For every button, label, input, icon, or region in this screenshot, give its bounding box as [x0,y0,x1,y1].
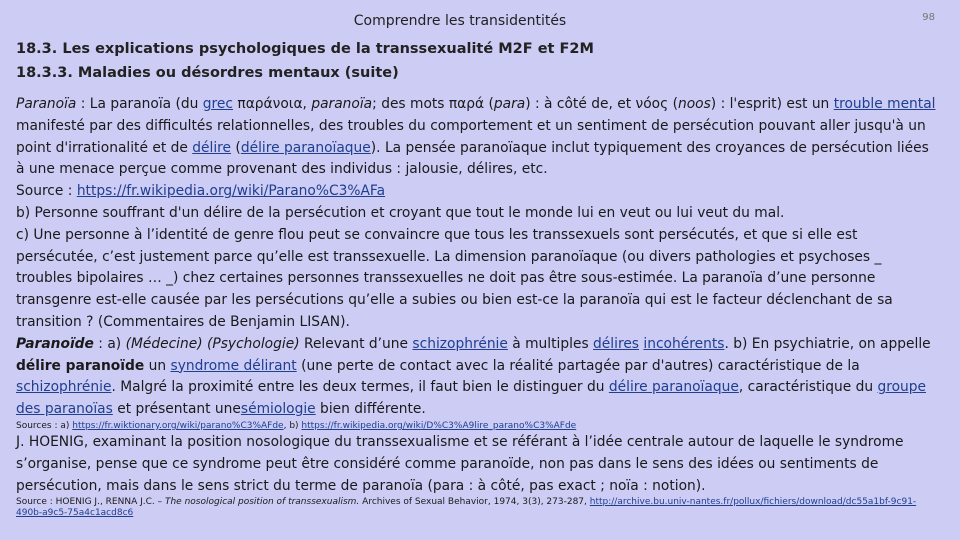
text: un [144,357,171,374]
text: The nosological position of transsexualism. [164,497,360,508]
link-schizophrenie-2[interactable]: schizophrénie [16,379,112,396]
text: ( [231,139,241,156]
term-paranoia: Paranoïa [16,96,77,112]
link-schizophrenie[interactable]: schizophrénie [412,335,508,352]
link-incoherents[interactable]: incohérents [643,335,725,352]
hoenig-paragraph: J. HOENIG, examinant la position nosologique du transsexualisme et se référant à l’idée centrale autour de laquelle le syndrome s’organise, pense que ce syndrome peut être considéré comme paranoïde, non pas dans le sens des idées ou sentiments de persécution, mais dans le sens strict du terme de paranoïa (para : à côté, pas exact ; noïa : notion). [16,433,904,494]
link-delire-paranoiaque-2[interactable]: délire paranoïaque [608,379,739,396]
section-heading: 18.3. Les explications psychologiques de la transsexualité M2F et F2M [16,41,594,57]
link-delires[interactable]: délires [593,335,639,352]
link-trouble-mental[interactable]: trouble mental [833,96,936,112]
text: : La paranoïa (du [76,96,203,112]
sources-footnote [16,421,941,432]
text: Relevant d’une [299,335,413,352]
paranoide-definition [16,334,941,421]
text: Source : HOENIG J., RENNA J.C. – [16,497,165,508]
text: . Malgré la proximité entre les deux termes, il faut bien le distinguer du [111,379,609,396]
source-line [16,181,941,203]
text: παράνοια, [233,96,312,112]
text: : a) [93,335,126,352]
link-syndrome-delirant[interactable]: syndrome délirant [170,357,297,374]
paranoia-definition [16,94,941,181]
source-label: Source : [16,183,77,200]
text: à multiples [507,335,594,352]
text: Sources : a) [16,420,73,431]
link-delire-paranoiaque[interactable]: délire paranoïaque [240,139,371,156]
link-semiologie[interactable]: sémiologie [240,401,316,418]
text: (une perte de contact avec la réalité partagée par d'autres) caractéristique de la [296,357,860,374]
text: bien différente. [315,401,426,418]
text: délire paranoïde [16,357,145,374]
term-paranoide: Paranoïde [16,335,94,352]
source-link-archive[interactable]: http://archive.bu.univ-nantes.fr/pollux/fichiers/download/dc55a1bf-9c91-490b-a9c5-75a4c1acd8c6 [16,497,917,519]
text: ) : à côté de, et νόος ( [525,96,678,112]
text: ). La pensée paranoïaque inclut typiquement des croyances de persécution liées à une menace perçue comme provenant des individus : jalousie, délires, etc. [16,139,929,178]
text: . b) En psychiatrie, on appelle [724,335,931,352]
text: , b) [283,420,302,431]
subsection-heading: 18.3.3. Maladies ou désordres mentaux (suite) [16,65,399,81]
text: et présentant une [112,401,241,418]
text: Archives of Sexual Behavior, 1974, 3(3), 273-287, [359,497,590,508]
link-delire[interactable]: délire [192,139,232,156]
text: noos [677,96,711,112]
text: paranoïa [311,96,373,112]
text: para [493,96,526,112]
slide-body [16,94,941,519]
text: (Médecine) (Psychologie) [125,335,300,352]
paragraph-c: c) Une personne à l’identité de genre flou peut se convaincre que tous les transsexuels sont persécutés, et que si elle est persécutée, c’est justement parce qu’elle est transsexuelle. La dimension paranoïaque (ou divers pathologies et psychoses _ troubles bipolaires … _) chez certaines personnes transsexuelles ne doit pas être sous-estimée. La paranoïa d’une personne transgenre est-elle causée par les persécutions qu’elle a subies ou bien est-ce la paranoïa qui est le facteur déclenchant de sa transition ? (Commentaires de Benjamin LISAN). [16,226,893,330]
source-link-wiktionary[interactable]: https://fr.wiktionary.org/wiki/parano%C3%AFde [72,420,284,431]
slide-header-title: Comprendre les transidentités [353,13,567,29]
source-footnote-hoenig [16,497,941,519]
text: manifesté par des difficultés relationnelles, des troubles du comportement et un sentiment de persécution pouvant aller jusqu'à un point d'irrationalité et de [16,117,926,156]
text: ; des mots παρά ( [372,96,494,112]
page-number: 98 [922,12,935,23]
link-grec[interactable]: grec [202,96,233,112]
link-groupe-des-paranoias[interactable]: groupe des paranoïas [16,379,927,418]
source-link-paranoia[interactable]: https://fr.wikipedia.org/wiki/Parano%C3%AFa [76,183,386,200]
source-link-wikipedia[interactable]: https://fr.wikipedia.org/wiki/D%C3%A9lire_parano%C3%AFde [301,420,577,431]
text: , caractéristique du [738,379,878,396]
paragraph-b: b) Personne souffrant d'un délire de la persécution et croyant que tout le monde lui en veut ou lui veut du mal. [16,204,785,221]
text: ) : l'esprit) est un [710,96,834,112]
